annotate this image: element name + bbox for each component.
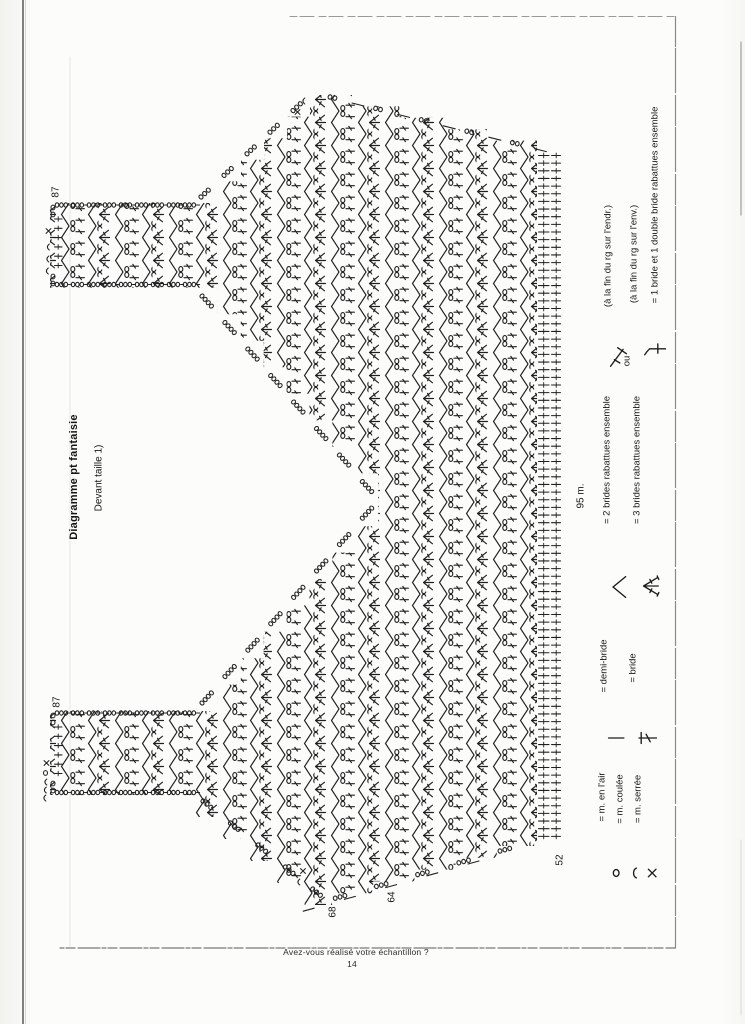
stitch-count-label: 95 m. <box>575 483 587 509</box>
legend-label: = 1 bride et 1 double bride rabattues ensemble <box>649 106 661 304</box>
legend-label: = m. coulée <box>614 774 626 824</box>
stitch-count-label: 52 <box>554 854 566 866</box>
legend-label: = m. serrée <box>632 774 644 824</box>
diagram-title: Diagramme pt fantaisie <box>68 414 80 540</box>
legend-label: (à la fin du rg sur l'endr.) <box>602 204 614 308</box>
stitch-count-label: 68 <box>327 906 339 918</box>
page-number: 14 <box>347 959 357 969</box>
legend-label: = m. en l'air <box>596 772 608 822</box>
legend-ou-connector: ou <box>621 355 633 367</box>
footer-question: Avez-vous réalisé votre échantillon ? <box>283 947 429 957</box>
legend-label: = demi-bride <box>598 639 610 693</box>
diagram-subtitle: Devant taille 1) <box>93 444 105 512</box>
legend-label: = 3 brides rabattues ensemble <box>631 395 643 525</box>
stitch-count-label: 87 <box>51 696 63 708</box>
legend-label: = 2 brides rabattues ensemble <box>601 395 613 525</box>
stitch-count-label: 64 <box>386 891 398 903</box>
stitch-count-label: 87 <box>50 186 62 198</box>
legend-label: (à la fin du rg sur l'env.) <box>628 204 640 304</box>
legend-label: = bride <box>627 653 639 683</box>
